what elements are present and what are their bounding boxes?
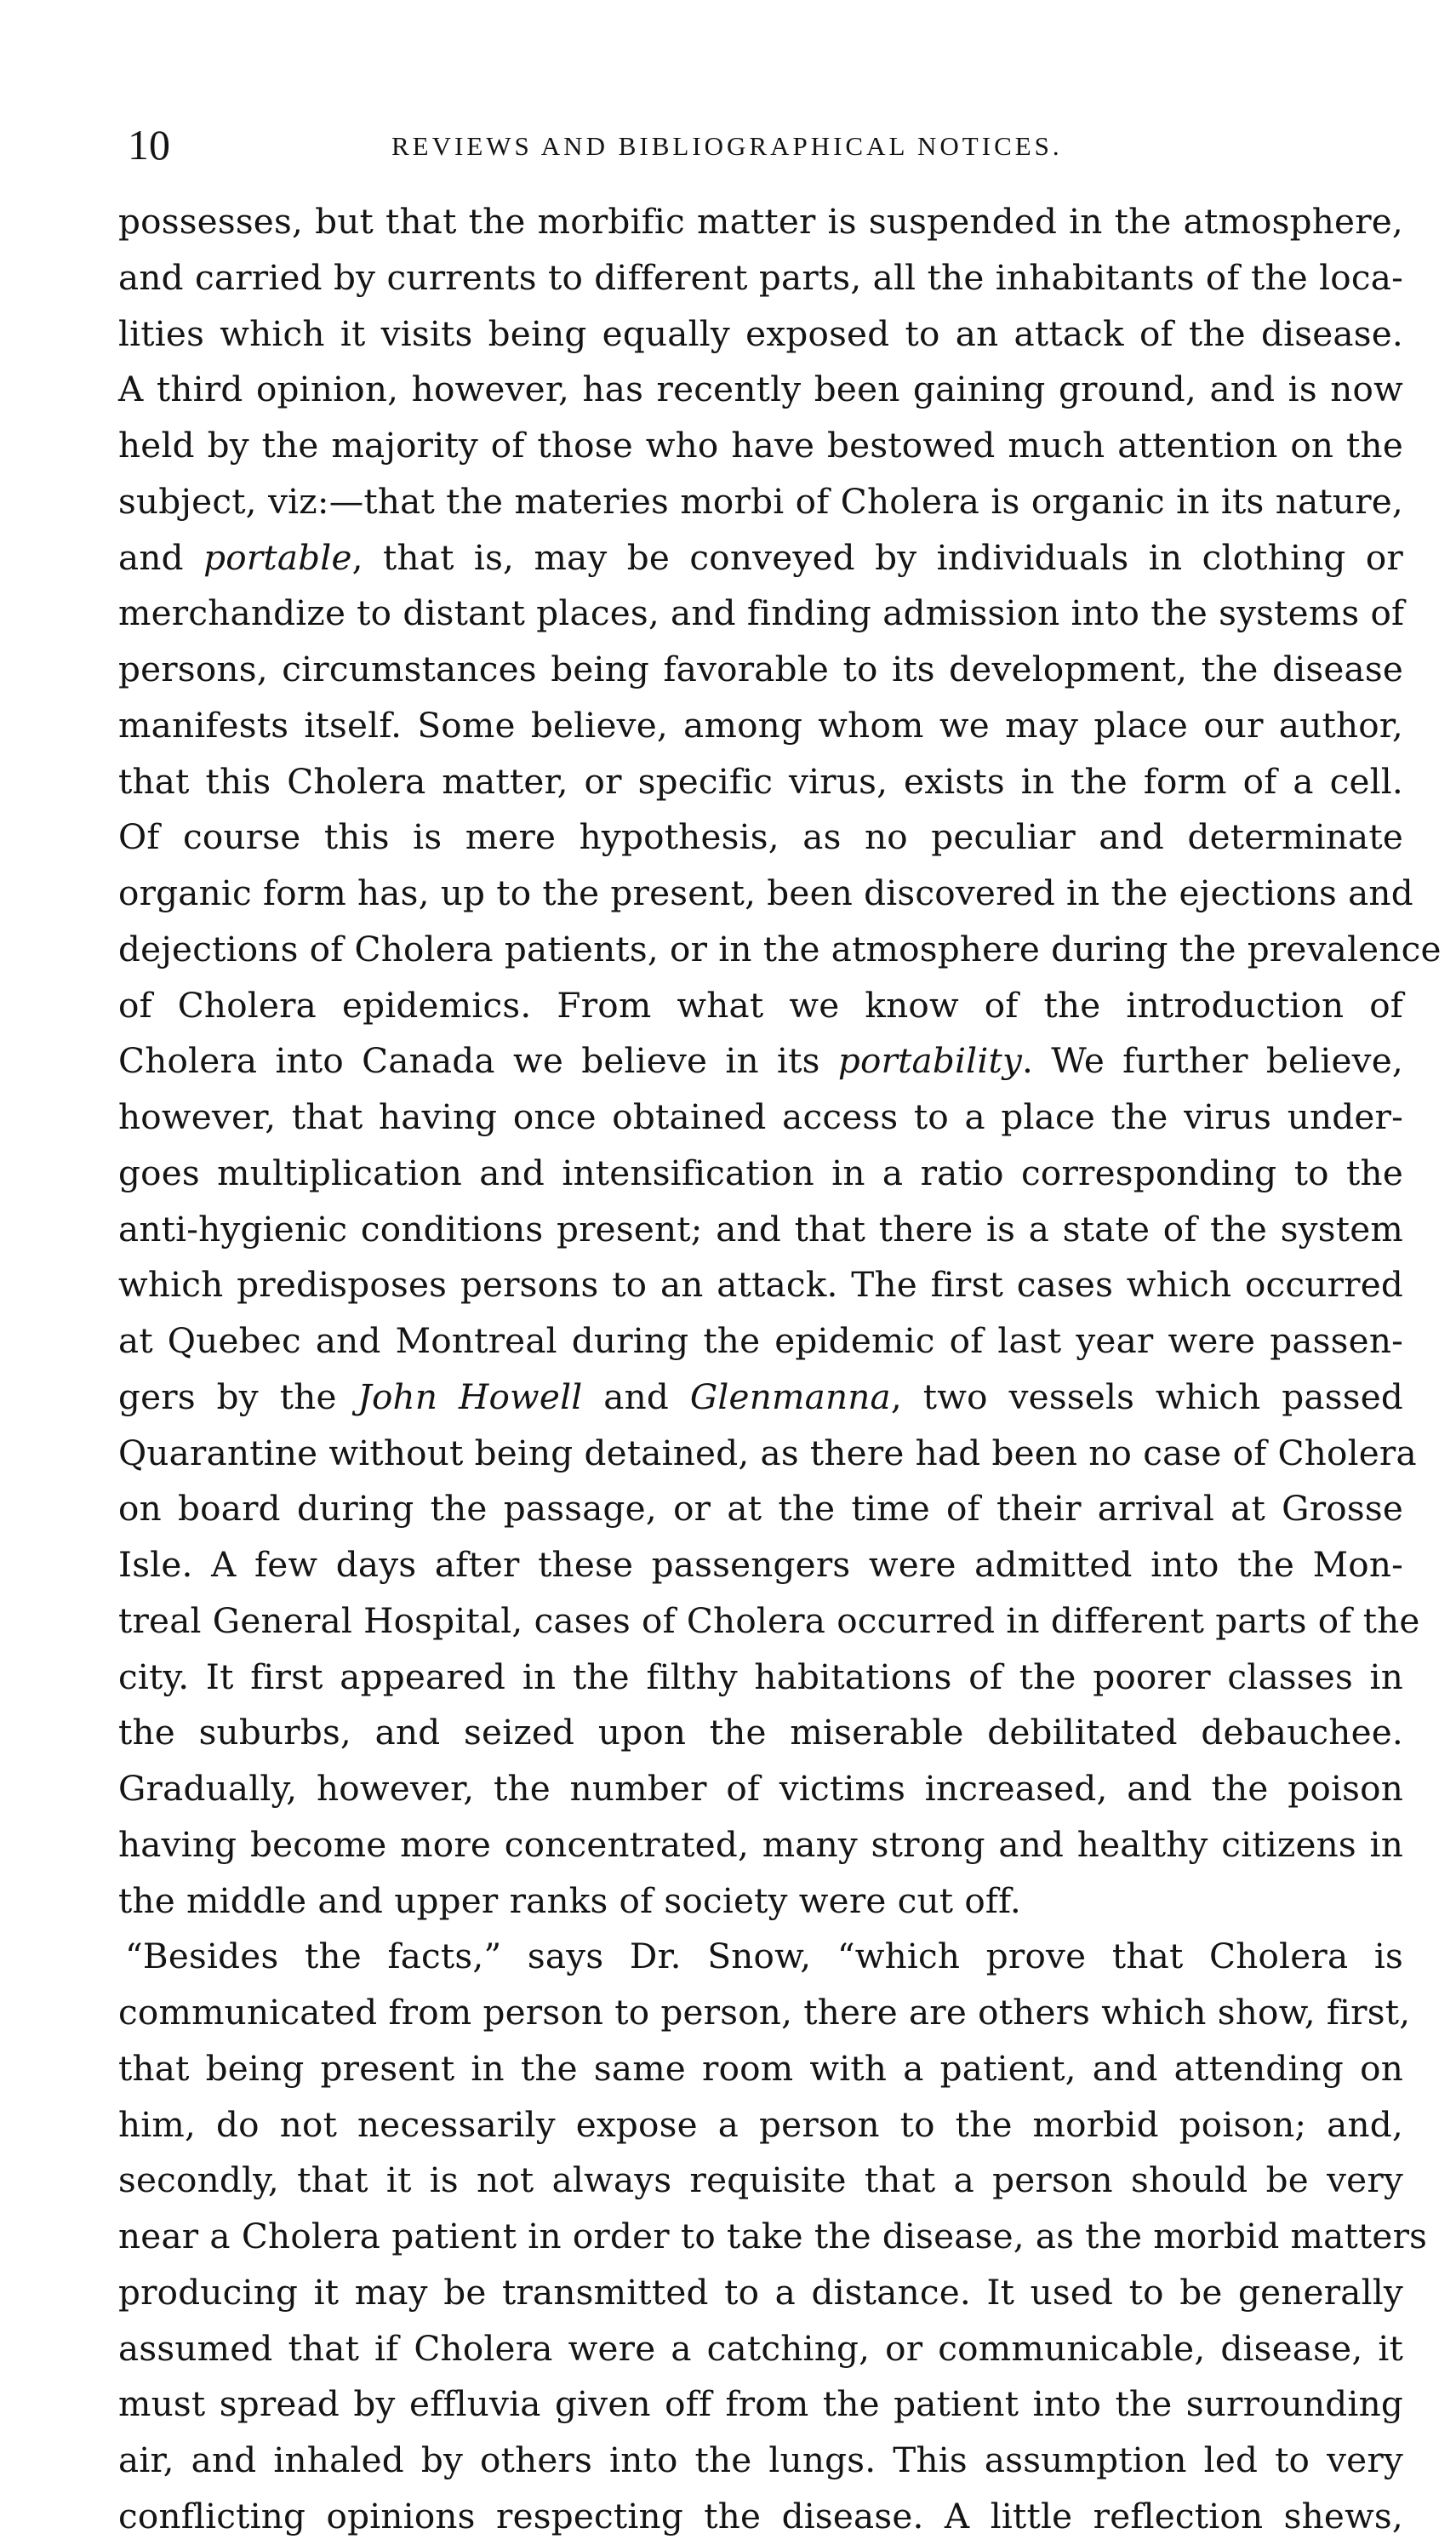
page-header	[128, 119, 1387, 179]
text-line: having become more concentrated, many strong and healthy citizens in	[118, 1823, 1403, 1865]
text-line: Quarantine without being detained, as there had been no case of Cholera	[118, 1432, 1417, 1473]
text-line: secondly, that it is not always requisite that a person should be very	[118, 2159, 1403, 2201]
text-line: producing it may be transmitted to a distance. It used to be generally	[118, 2271, 1403, 2313]
text-line: him, do not necessarily expose a person to the morbid poison; and,	[118, 2103, 1403, 2145]
text-line: that being present in the same room with a patient, and attending on	[118, 2047, 1403, 2089]
text-line: and carried by currents to different parts, all the inhabitants of the loca-	[118, 256, 1403, 298]
text-line: and portable, that is, may be conveyed by individuals in clothing or	[118, 536, 1403, 578]
text-line: near a Cholera patient in order to take the disease, as the morbid matters	[118, 2216, 1428, 2256]
text-line: subject, viz:—that the materies morbi of Cholera is organic in its nature,	[118, 480, 1403, 522]
text-line: gers by the John Howell and Glenmanna, two vessels which passed	[118, 1375, 1403, 1417]
text-line: city. It first appeared in the filthy habitations of the poorer classes in	[118, 1656, 1403, 1697]
text-line: persons, circumstances being favorable to its development, the disease	[118, 649, 1403, 689]
body-text	[118, 194, 1442, 2545]
text-line: that this Cholera matter, or specific virus, exists in the form of a cell.	[118, 760, 1403, 802]
text-line: lities which it visits being equally exposed to an attack of the disease.	[118, 312, 1403, 354]
text-line: manifests itself. Some believe, among whom we may place our author,	[118, 704, 1403, 746]
text-line: however, that having once obtained access to a place the virus under-	[118, 1096, 1403, 1137]
text-line: the middle and upper ranks of society were cut off.	[118, 1879, 1021, 1921]
text-line: assumed that if Cholera were a catching, or communicable, disease, it	[118, 2327, 1403, 2369]
text-line: possesses, but that the morbific matter is suspended in the atmosphere,	[118, 201, 1403, 242]
text-line: which predisposes persons to an attack. The first cases which occurred	[118, 1264, 1403, 1306]
text-line: of Cholera epidemics. From what we know of the introduction of	[118, 984, 1403, 1026]
running-head: REVIEWS AND BIBLIOGRAPHICAL NOTICES.	[391, 131, 1063, 161]
text-line: communicated from person to person, there are others which show, first,	[118, 1992, 1411, 2033]
text-line: Of course this is mere hypothesis, as no peculiar and determinate	[118, 816, 1403, 858]
text-line: merchandize to distant places, and finding admission into the systems of	[118, 592, 1405, 634]
text-line: A third opinion, however, has recently been gaining ground, and is now	[118, 369, 1403, 410]
text-line: the suburbs, and seized upon the miserable debilitated debauchee.	[118, 1712, 1403, 1753]
text-line: organic form has, up to the present, been discovered in the ejections and	[118, 872, 1413, 913]
text-line: goes multiplication and intensification in a ratio corresponding to the	[118, 1152, 1403, 1193]
text-line: conflicting opinions respecting the disease. A little reflection shews,	[118, 2495, 1403, 2536]
text-line: must spread by effluvia given off from the patient into the surrounding	[118, 2383, 1403, 2425]
text-line: air, and inhaled by others into the lungs. This assumption led to very	[118, 2439, 1403, 2480]
text-line: on board during the passage, or at the time of their arrival at Grosse	[118, 1488, 1403, 1530]
text-line: dejections of Cholera patients, or in the atmosphere during the prevalence	[118, 928, 1442, 969]
text-line: held by the majority of those who have bestowed much attention on the	[118, 425, 1403, 466]
text-line: treal General Hospital, cases of Cholera occurred in different parts of the	[118, 1599, 1420, 1641]
text-line: anti-hygienic conditions present; and that there is a state of the system	[118, 1208, 1403, 1250]
text-line: at Quebec and Montreal during the epidemic of last year were passen-	[118, 1320, 1403, 1361]
text-line: “Besides the facts,” says Dr. Snow, “which prove that Cholera is	[125, 1936, 1403, 1977]
page-number: 10	[128, 121, 170, 169]
text-line: Gradually, however, the number of victims increased, and the poison	[118, 1768, 1403, 1809]
text-line: Isle. A few days after these passengers were admitted into the Mon-	[118, 1544, 1403, 1585]
text-line: Cholera into Canada we believe in its portability. We further believe,	[118, 1040, 1403, 1082]
